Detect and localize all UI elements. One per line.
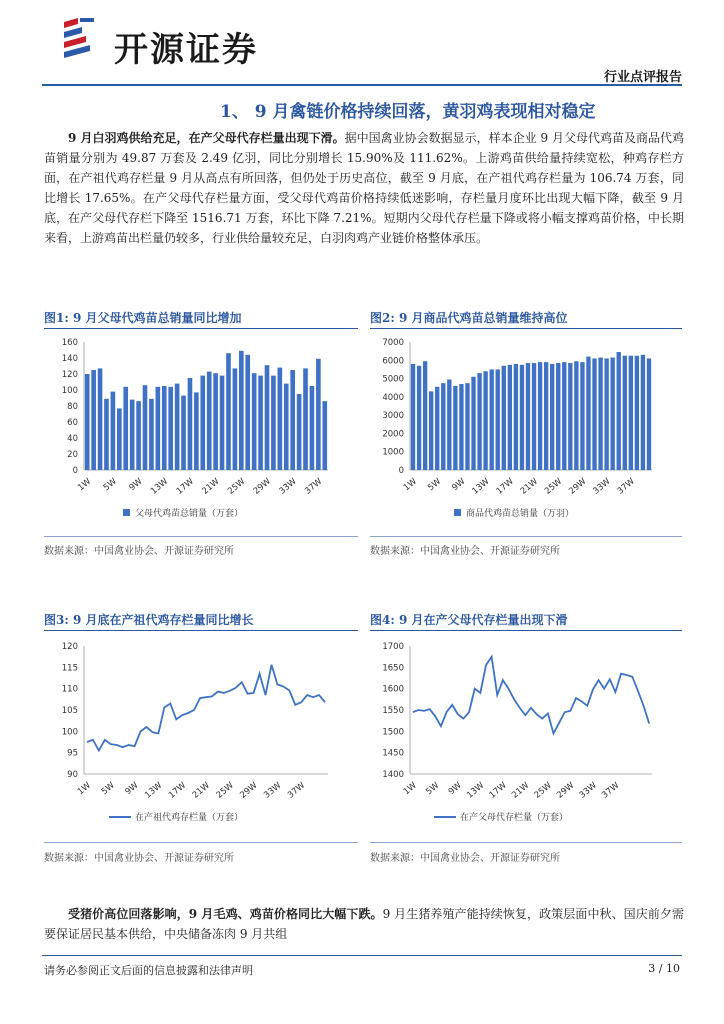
y-tick-label: 40 [67,434,78,444]
bar-19 [200,376,205,470]
bar-34 [610,358,614,470]
x-tick-label: 9W [450,476,468,494]
y-tick-label: 105 [61,706,78,716]
y-tick-label: 1450 [382,748,404,759]
report-type-label: 行业点评报告 [603,70,682,85]
x-tick-label: 33W [577,780,599,801]
bar-39 [641,355,645,470]
y-tick-label: 6000 [382,356,404,367]
x-tick-label: 13W [143,780,165,801]
bar-34 [297,394,302,470]
bar-8 [130,400,135,470]
x-tick-label: 13W [149,476,171,497]
bar-32 [284,384,289,470]
bar-4 [429,391,433,470]
figure-3-title: 图3: 9 月底在产祖代鸡存栏量同比增长 [44,613,254,627]
figure-2-top-rule [370,328,682,329]
x-tick-label: 37W [285,780,308,801]
y-tick-label: 110 [61,684,78,695]
x-tick-label: 9W [127,476,145,494]
bar-14 [489,369,493,470]
legend-label: 在产祖代鸡存栏量（万套） [135,813,244,823]
y-tick-label: 100 [61,727,78,738]
x-tick-label: 33W [591,476,613,497]
bar-3 [423,361,427,470]
x-tick-label: 5W [424,780,442,798]
bar-20 [207,372,212,470]
figure-3-top-rule [44,630,358,631]
x-tick-label: 1W [401,780,419,798]
y-tick-label: 1600 [382,684,404,695]
x-tick-label: 13W [465,780,487,801]
bar-15 [175,384,180,470]
figure-2-chart [370,332,682,532]
x-tick-label: 21W [190,780,212,801]
bar-28 [258,376,263,470]
figure-4-top-rule [370,630,682,631]
x-tick-label: 17W [487,780,509,801]
series-line [413,657,649,734]
x-tick-label: 1W [75,780,93,798]
x-tick-label: 21W [200,476,222,497]
bar-38 [322,401,327,470]
bar-6 [117,408,122,470]
bar-1 [85,374,90,470]
x-tick-label: 25W [542,476,565,497]
x-tick-label: 33W [277,476,299,497]
bar-23 [544,362,548,470]
bar-38 [635,356,639,470]
bar-14 [168,387,173,470]
figure-2-title: 图2: 9 月商品代鸡苗总销量维持高位 [370,311,568,325]
company-logo-icon [60,16,104,60]
bar-27 [252,373,257,470]
bar-2 [417,366,421,470]
paragraph-2-lead: 受猪价高位回落影响，9 月毛鸡、鸡苗价格同比大幅下跌。 [68,907,383,921]
figure-1-title: 图1: 9 月父母代鸡苗总销量同比增加 [44,311,242,325]
y-tick-label: 7000 [382,338,404,348]
bar-5 [111,392,116,470]
x-tick-label: 25W [532,780,554,801]
y-tick-label: 2000 [382,429,404,440]
paragraph-2 [44,904,684,944]
bar-13 [483,371,487,470]
bar-40 [647,358,651,470]
y-tick-label: 1500 [382,727,404,738]
figure-3-bottom-rule [44,842,358,843]
bar-12 [156,387,161,470]
bar-10 [143,385,148,470]
bar-15 [496,369,500,470]
bar-32 [598,358,602,470]
x-tick-label: 1W [401,476,419,494]
bar-35 [617,352,621,470]
x-tick-label: 37W [303,476,325,497]
legend-label: 在产父母代存栏量（万套） [460,813,569,823]
x-tick-label: 25W [226,476,248,497]
x-tick-label: 33W [262,780,284,801]
bar-29 [580,362,584,470]
footer-divider [42,955,682,956]
x-tick-label: 21W [518,476,540,497]
bar-22 [220,376,225,470]
bar-33 [290,370,295,470]
bar-16 [181,396,186,470]
paragraph-1-body: 据中国禽业协会数据显示，样本企业 9 月父母代鸡苗及商品代鸡苗销量分别为 49.87 万套及 2.49 亿羽，同比分别增长 15.90%及 111.62%。上游鸡苗供给量持续宽松，种鸡存栏方面，在产祖代鸡存栏量 9 月从高点有所回落，但仍处于历史高位，截至 9 月底，在产祖代鸡存栏量为 106.74 万套，同比增长 17.65%。在产父母代存栏量方面，受父母代鸡苗价格持续低迷影响，存栏量月度环比出现大幅下降，截至 9 月底，在产父母代存栏下降至 1516.71 万套，环比下降 7.21%。短期内父母代存栏量下降或将小幅支撑鸡苗价格，中长期来看，上游鸡苗出栏量仍较多，行业供给量较充足，白羽肉鸡产业链价格整体承压。 [44,131,684,245]
x-tick-label: 29W [567,476,589,497]
x-tick-label: 13W [470,476,492,497]
series-line [87,665,325,751]
bar-28 [574,361,578,470]
bar-31 [278,368,283,470]
bar-18 [194,392,199,470]
bar-36 [310,386,315,470]
bar-37 [629,356,633,470]
y-tick-label: 140 [61,354,78,364]
y-tick-label: 3000 [382,411,404,422]
legend-swatch [454,509,461,516]
legend-label: 父母代鸡苗总销量（万套） [135,509,244,519]
y-tick-label: 115 [61,663,78,674]
bar-25 [239,351,244,470]
y-tick-label: 5000 [382,374,404,385]
figure-2-source: 数据来源：中国禽业协会、开源证券研究所 [370,546,560,557]
bar-18 [514,364,518,470]
section-title: 1、 9 月禽链价格持续回落，黄羽鸡表现相对稳定 [220,102,596,122]
x-tick-label: 25W [214,780,236,801]
bar-2 [91,370,96,470]
bar-37 [316,359,321,470]
bar-17 [188,378,193,470]
bar-17 [508,365,512,470]
bar-3 [98,368,103,470]
page-number: 3 / 10 [648,962,680,975]
bar-19 [520,365,524,470]
x-tick-label: 5W [101,476,119,494]
figure-1-bottom-rule [44,536,358,537]
bar-7 [447,379,451,470]
y-tick-label: 1650 [382,663,404,674]
bar-20 [526,363,530,470]
y-tick-label: 80 [67,402,78,412]
bar-31 [592,358,596,470]
bar-30 [586,357,590,470]
x-tick-label: 9W [123,780,141,798]
y-tick-label: 1000 [382,447,404,458]
bar-9 [136,401,141,470]
figure-4-bottom-rule [370,842,682,843]
figure-3-chart [44,636,358,836]
figure-4-title: 图4: 9 月在产父母代存栏量出现下滑 [370,613,568,627]
footer-disclaimer: 请务必参阅正文后面的信息披露和法律声明 [44,964,253,977]
figure-4-source: 数据来源：中国禽业协会、开源证券研究所 [370,853,560,864]
y-tick-label: 1700 [382,642,404,652]
x-tick-label: 29W [251,476,273,497]
bar-26 [245,355,250,470]
bar-35 [303,368,308,470]
bar-24 [550,364,554,470]
bar-9 [459,384,463,470]
x-tick-label: 5W [99,780,117,798]
legend-label: 商品代鸡苗总销量（万羽） [466,509,575,519]
figure-1-top-rule [44,328,358,329]
x-tick-label: 21W [510,780,532,801]
bar-6 [441,383,445,470]
y-tick-label: 120 [61,642,78,652]
bar-4 [104,399,109,470]
paragraph-1 [44,128,684,248]
bar-22 [538,362,542,470]
bar-30 [271,376,276,470]
figure-1-source: 数据来源：中国禽业协会、开源证券研究所 [44,546,234,557]
y-tick-label: 90 [67,770,78,780]
bar-8 [453,386,457,470]
x-tick-label: 5W [426,476,444,494]
bar-24 [233,368,238,470]
x-tick-label: 17W [174,476,196,497]
x-tick-label: 17W [494,476,516,497]
figure-4-chart [370,636,682,836]
x-tick-label: 37W [615,476,637,497]
bar-11 [149,399,154,470]
paragraph-2-body: 9 月生猪养殖产能持续恢复，政策层面中秋、国庆前夕需要保证居民基本供给，中央储备冻肉 9 月共组 [44,907,685,941]
y-tick-label: 60 [67,418,78,428]
bar-23 [226,353,231,470]
y-tick-label: 1550 [382,706,404,716]
bar-12 [477,373,481,470]
bar-5 [435,387,439,470]
y-tick-label: 95 [67,748,78,759]
y-tick-label: 0 [72,466,78,476]
x-tick-label: 29W [238,780,260,801]
figure-3-source: 数据来源：中国禽业协会、开源证券研究所 [44,853,234,864]
legend-swatch [123,509,130,516]
company-name: 开源证券 [114,30,258,70]
bar-13 [162,386,167,470]
bar-27 [568,363,572,470]
bar-33 [604,358,608,470]
figure-1-chart [44,332,358,532]
y-tick-label: 0 [398,466,404,476]
x-tick-label: 37W [600,780,622,801]
y-tick-label: 4000 [382,392,404,403]
bar-21 [213,373,218,470]
x-tick-label: 29W [555,780,577,801]
bar-26 [562,362,566,470]
bar-10 [465,383,469,470]
y-tick-label: 20 [67,450,78,460]
y-tick-label: 1400 [382,770,404,780]
bar-21 [532,363,536,470]
x-tick-label: 1W [76,476,94,494]
x-tick-label: 9W [446,780,464,798]
bar-11 [471,377,475,470]
bar-25 [556,363,560,470]
figure-2-bottom-rule [370,536,682,537]
bar-16 [502,366,506,470]
bar-29 [265,365,270,470]
y-tick-label: 120 [61,370,78,380]
header-divider [42,84,682,86]
bar-1 [411,364,415,470]
y-tick-label: 160 [61,338,78,348]
bar-7 [123,387,128,470]
y-tick-label: 100 [61,386,78,396]
paragraph-1-lead: 9 月白羽鸡供给充足，在产父母代存栏量出现下滑。 [68,131,345,145]
x-tick-label: 17W [166,780,189,801]
bar-36 [623,356,627,470]
